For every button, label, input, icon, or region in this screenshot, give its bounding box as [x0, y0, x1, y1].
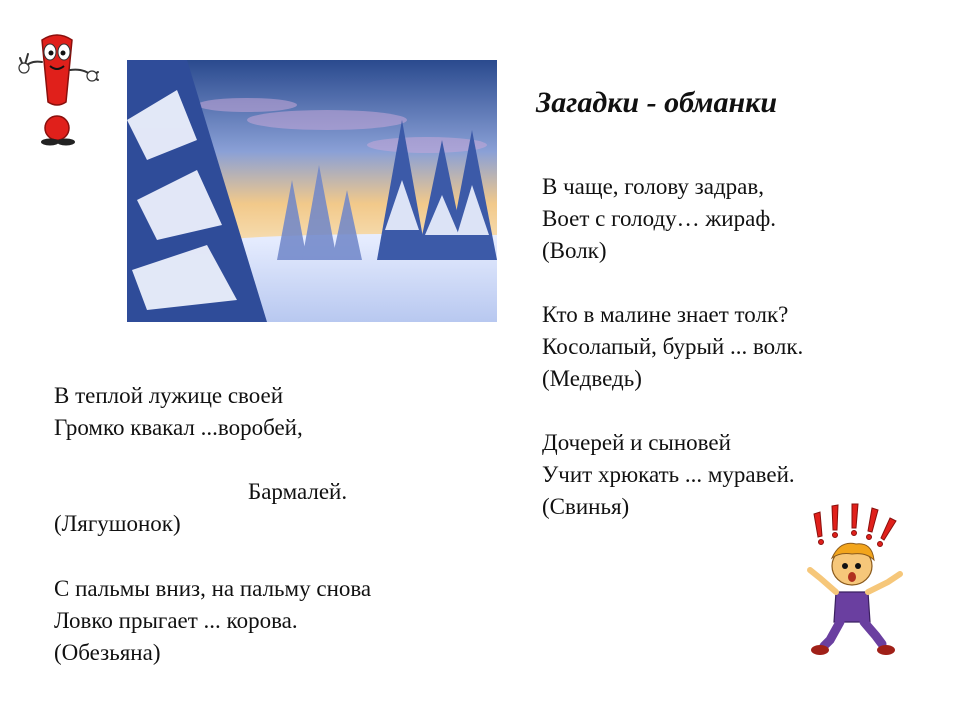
riddle-wolf [542, 171, 776, 267]
riddle-answer: (Волк) [542, 238, 607, 263]
riddle-answer: (Медведь) [542, 366, 642, 391]
riddle-monkey [54, 573, 371, 669]
riddle-line: С пальмы вниз, на пальму снова [54, 576, 372, 601]
riddle-frog [54, 380, 347, 540]
riddle-line: Воет с голоду… жираф. [542, 206, 776, 231]
exclamation-character-icon [12, 22, 102, 146]
riddle-answer: (Обезьяна) [54, 640, 161, 665]
riddle-line: Ловко прыгает ... корова. [54, 608, 298, 633]
riddle-answer: (Лягушонок) [54, 511, 181, 536]
snowy-forest-photo [127, 60, 497, 322]
exclamation-marks-icon [814, 504, 896, 547]
riddle-line: Дочерей и сыновей [542, 430, 731, 455]
page-title: Загадки - обманки [536, 86, 778, 119]
riddle-answer: (Свинья) [542, 494, 630, 519]
riddle-bear [542, 299, 803, 395]
riddle-line: Громко квакал ...воробей, [54, 415, 303, 440]
riddle-line: В теплой лужице своей [54, 383, 284, 408]
riddle-line: В чаще, голову задрав, [542, 174, 764, 199]
surprised-boy-icon [800, 500, 915, 660]
riddle-line: Учит хрюкать ... муравей. [542, 462, 795, 487]
riddle-extra-word: Бармалей. [248, 479, 348, 504]
riddle-line: Кто в малине знает толк? [542, 302, 789, 327]
riddle-pig [542, 427, 795, 523]
riddle-line: Косолапый, бурый ... волк. [542, 334, 804, 359]
